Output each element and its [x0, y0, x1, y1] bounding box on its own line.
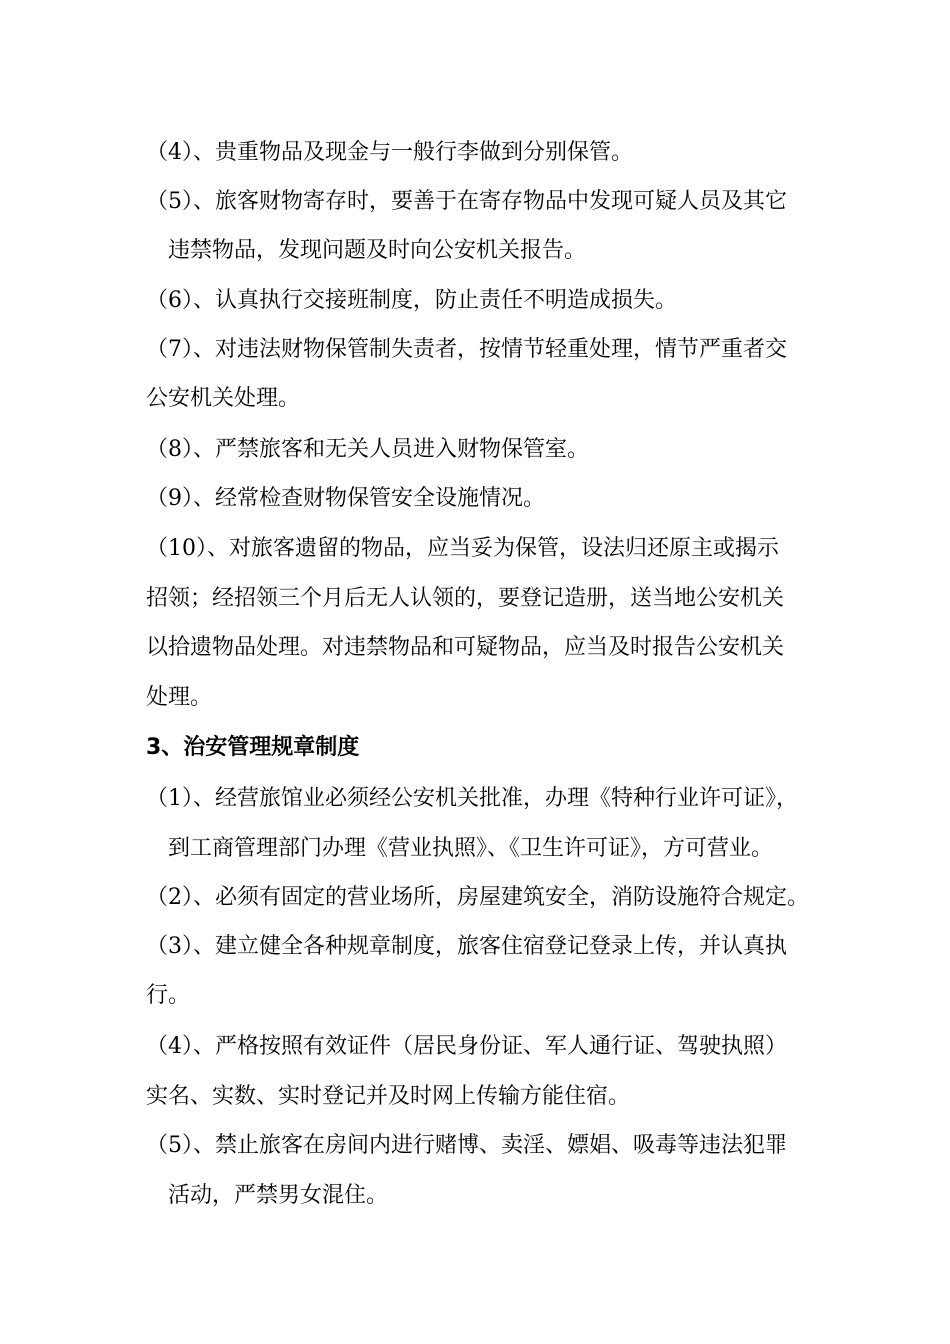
paragraph-line: 活动，严禁男女混住。 [168, 1183, 389, 1208]
paragraph-line: （4）、严格按照有效证件（居民身份证、军人通行证、驾驶执照） [146, 1034, 787, 1059]
paragraph-line: （6）、认真执行交接班制度，防止责任不明造成损失。 [146, 288, 677, 313]
paragraph-line: （1）、经营旅馆业必须经公安机关批准，办理《特种行业许可证》， [146, 786, 798, 811]
paragraph-line: （5）、禁止旅客在房间内进行赌博、卖淫、嫖娼、吸毒等违法犯罪 [146, 1133, 787, 1158]
paragraph-line: （3）、建立健全各种规章制度，旅客住宿登记登录上传，并认真执 [146, 934, 787, 959]
paragraph-line: 公安机关处理。 [146, 386, 301, 411]
paragraph-line: 处理。 [146, 685, 213, 710]
paragraph-line: 招领；经招领三个月后无人认领的，要登记造册，送当地公安机关 [146, 586, 785, 611]
paragraph-line: （4）、贵重物品及现金与一般行李做到分别保管。 [146, 140, 633, 165]
paragraph-line: （5）、旅客财物寄存时，要善于在寄存物品中发现可疑人员及其它 [146, 189, 787, 214]
paragraph-line: 到工商管理部门办理《营业执照》、《卫生许可证》，方可营业。 [168, 836, 774, 861]
paragraph-line: （8）、严禁旅客和无关人员进入财物保管室。 [146, 437, 589, 462]
paragraph-line: 行。 [146, 983, 191, 1008]
paragraph-line: （2）、必须有固定的营业场所，房屋建筑安全，消防设施符合规定。 [146, 885, 809, 910]
paragraph-line: （9）、经常检查财物保管安全设施情况。 [146, 486, 545, 511]
paragraph-line: 实名、实数、实时登记并及时网上传输方能住宿。 [146, 1084, 631, 1109]
section-heading: 3、治安管理规章制度 [146, 735, 360, 760]
paragraph-line: （10）、对旅客遗留的物品，应当妥为保管，设法归还原主或揭示 [146, 536, 779, 561]
paragraph-line: 以拾遗物品处理。对违禁物品和可疑物品，应当及时报告公安机关 [146, 635, 785, 660]
paragraph-line: （7）、对违法财物保管制失责者，按情节轻重处理，情节严重者交 [146, 337, 787, 362]
paragraph-line: 违禁物品，发现问题及时向公安机关报告。 [168, 238, 587, 263]
